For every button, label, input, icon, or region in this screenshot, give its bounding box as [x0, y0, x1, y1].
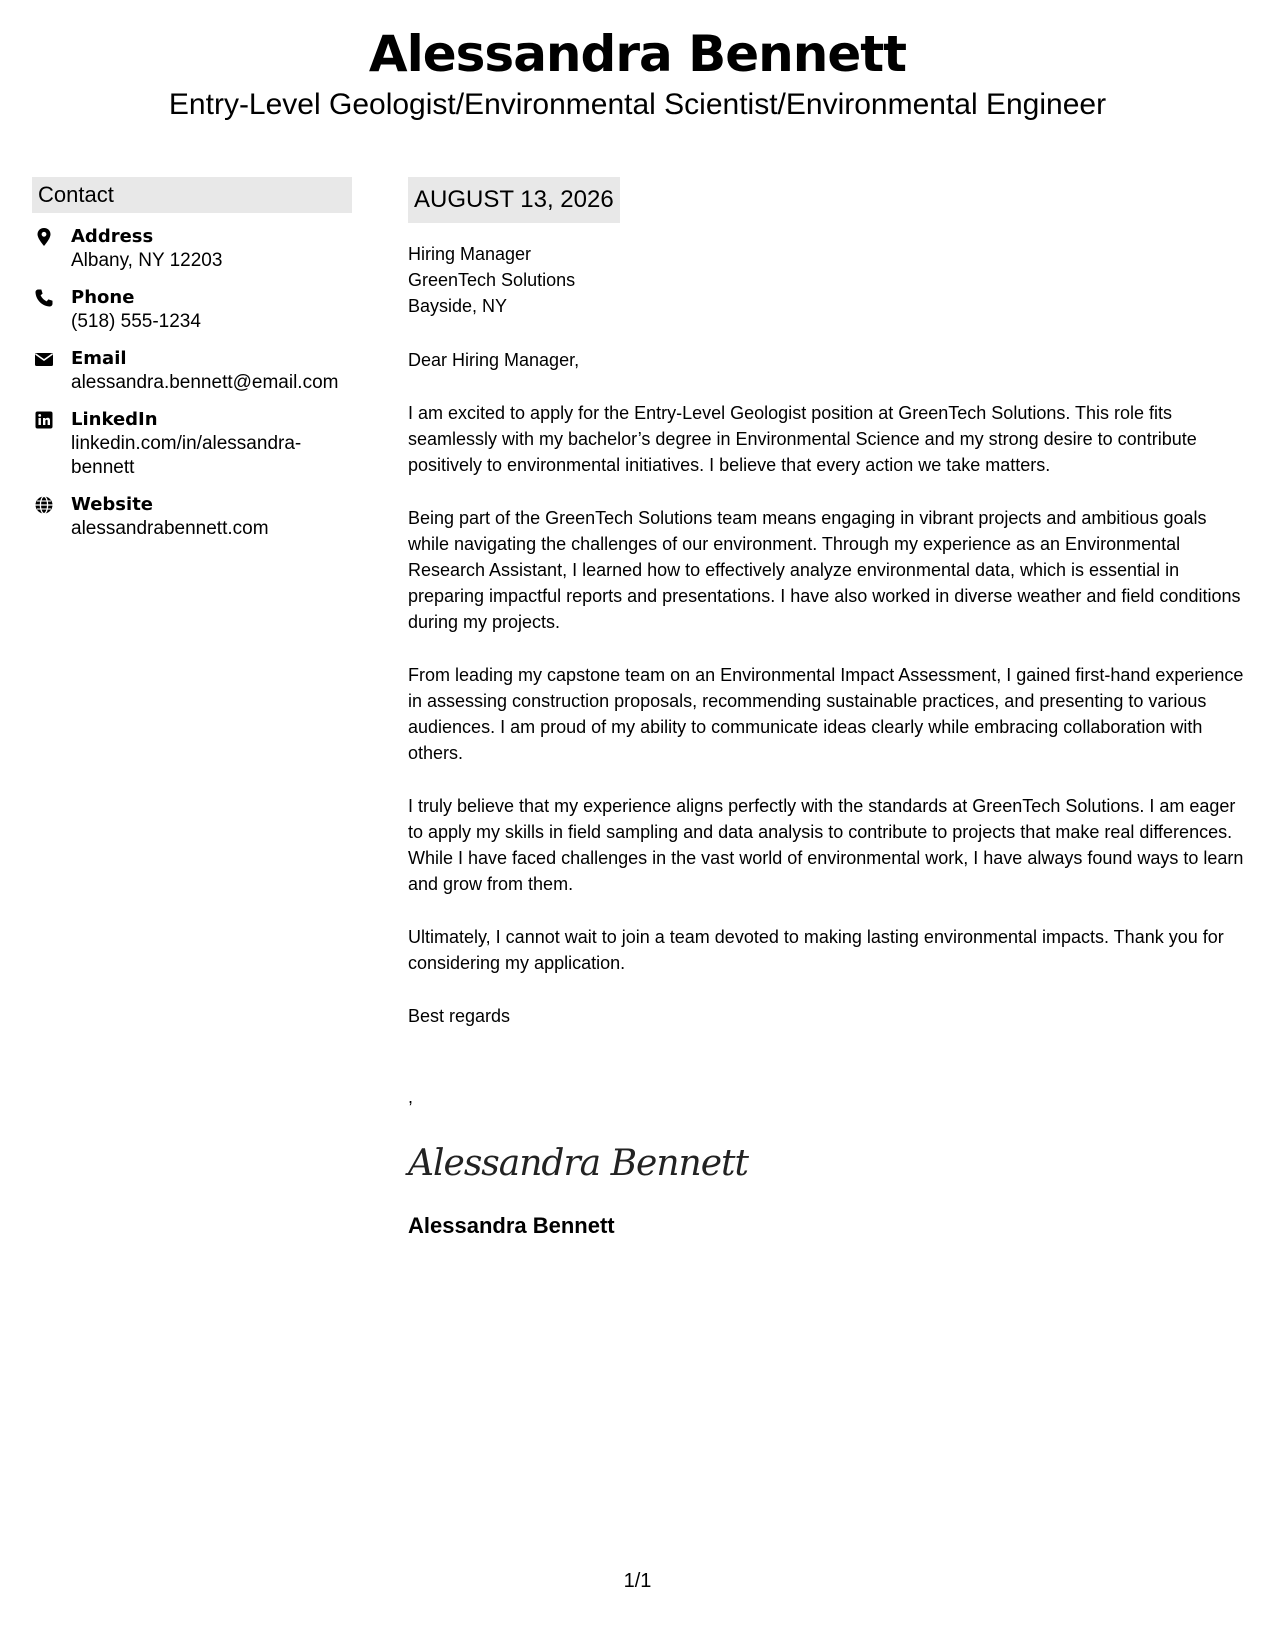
closing: Best regards	[408, 1006, 511, 1026]
contact-label-linkedin: LinkedIn	[71, 409, 158, 430]
greeting: Dear Hiring Manager,	[408, 350, 580, 370]
handwritten-signature: Alessandra Bennett	[408, 1143, 748, 1184]
contact-item-email	[32, 347, 352, 395]
contact-item-linkedin	[32, 408, 352, 480]
contact-heading: Contact	[32, 177, 352, 213]
applicant-title: Entry-Level Geologist/Environmental Scientist/Environmental Engineer	[168, 88, 1107, 121]
letter-date: AUGUST 13, 2026	[408, 177, 620, 223]
contact-sidebar	[32, 177, 352, 554]
contact-label-email: Email	[71, 348, 127, 369]
contact-list	[32, 225, 352, 541]
contact-label-phone: Phone	[71, 287, 135, 308]
body-paragraph: I am excited to apply for the Entry-Level Geologist position at GreenTech Solutions. This role fits seamlessly with my bachelor’s degree in Environmental Science and my strong desire to contribute positively to environmental initiatives. I believe that every action we take matters.	[408, 403, 1197, 475]
contact-item-website	[32, 493, 352, 541]
signed-name: Alessandra Bennett	[408, 1213, 615, 1238]
envelope-icon	[34, 349, 54, 369]
contact-label-website: Website	[71, 494, 154, 515]
body-paragraph: I truly believe that my experience aligns perfectly with the standards at GreenTech Solutions. I am eager to apply my skills in field sampling and data analysis to contribute to projects that make real differences. While I have faced challenges in the vast world of environmental work, I have always found ways to learn and grow from them.	[408, 796, 1244, 894]
recipient-line: Hiring Manager	[408, 244, 532, 264]
letter-body	[408, 177, 1248, 1240]
contact-value-website: alessandrabennett.com	[71, 518, 269, 539]
contact-item-phone	[32, 286, 352, 334]
globe-icon	[34, 495, 54, 515]
contact-value-linkedin: linkedin.com/in/alessandra-bennett	[71, 433, 302, 478]
contact-value-phone: (518) 555-1234	[71, 311, 201, 332]
closing-comma: ,	[408, 1087, 414, 1107]
contact-label-address: Address	[71, 226, 154, 247]
linkedin-icon	[34, 410, 54, 430]
body-paragraph: Ultimately, I cannot wait to join a team devoted to making lasting environmental impacts. Thank you for considering my application.	[408, 927, 1224, 973]
contact-item-address	[32, 225, 352, 273]
page-number: 1/1	[623, 1570, 652, 1592]
phone-icon	[34, 288, 54, 308]
body-paragraph: Being part of the GreenTech Solutions team means engaging in vibrant projects and ambitious goals while navigating the challenges of our environment. Through my experience as an Environmental Research Assistant, I learned how to effectively analyze environmental data, which is essential in preparing impactful reports and presentations. I have also worked in diverse weather and field conditions during my projects.	[408, 508, 1241, 632]
applicant-name: Alessandra Bennett	[368, 25, 907, 83]
body-paragraph: From leading my capstone team on an Environmental Impact Assessment, I gained first-hand experience in assessing construction proposals, recommending sustainable practices, and presenting to various audiences. I am proud of my ability to communicate ideas clearly while embracing collaboration with others.	[408, 665, 1244, 763]
recipient-block	[408, 241, 1248, 319]
recipient-line: Bayside, NY	[408, 296, 508, 316]
recipient-line: GreenTech Solutions	[408, 270, 576, 290]
contact-value-address: Albany, NY 12203	[71, 250, 223, 271]
map-pin-icon	[34, 227, 54, 247]
contact-value-email: alessandra.bennett@email.com	[71, 372, 339, 393]
letter-header	[0, 24, 1275, 124]
